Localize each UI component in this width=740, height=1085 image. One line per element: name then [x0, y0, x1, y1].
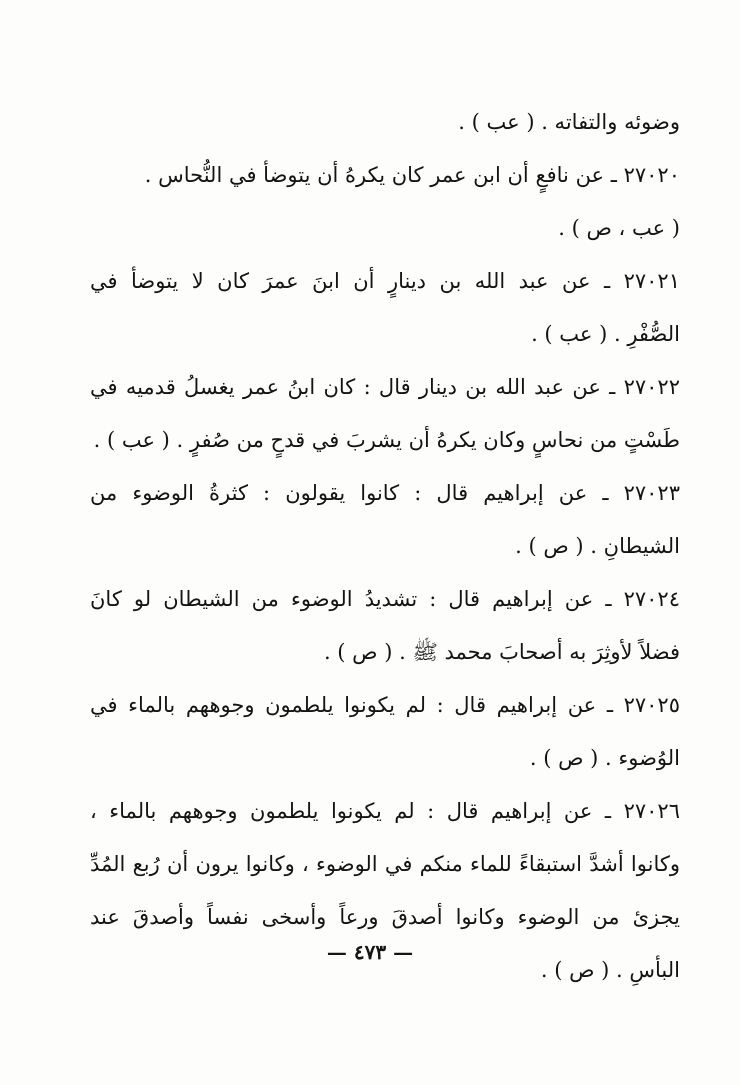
text-line: ٢٧٠٢٥ ـ عن إبراهيم قال : لم يكونوا يلطمون وجوههم بالماء في [90, 693, 680, 717]
text-line: ٢٧٠٢٦ ـ عن إبراهيم قال : لم يكونوا يلطمون وجوههم بالماء ، [90, 799, 680, 823]
text-line: الصُّفْرِ . ( عب ) . [531, 322, 680, 346]
text-block [90, 96, 680, 997]
text-line: ٢٧٠٢٣ ـ عن إبراهيم قال : كانوا يقولون : كثرةُ الوضوء من [90, 481, 680, 505]
text-line: وكانوا أشدَّ استبقاءً للماء منكم في الوضوء ، وكانوا يرون أن رُبع المُدِّ [90, 852, 680, 876]
page-number: — ٤٧٣ — [326, 940, 414, 964]
text-line: فضلاً لأوثِرَ به أصحابَ محمد ﷺ . ( ص ) . [323, 640, 680, 664]
text-line: الوُضوء . ( ص ) . [529, 746, 680, 770]
text-line: ٢٧٠٢٢ ـ عن عبد الله بن دينار قال : كان ابنُ عمر يغسلُ قدميه في [90, 375, 680, 399]
text-line: يجزئ من الوضوء وكانوا أصدقَ ورعاً وأسخى نفساً وأصدقَ عند [90, 905, 680, 929]
text-line: ٢٧٠٢٤ ـ عن إبراهيم قال : تشديدُ الوضوء من الشيطان لو كانَ [90, 587, 680, 611]
text-line: ٢٧٠٢٠ ـ عن نافعٍ أن ابن عمر كان يكرهُ أن يتوضأ في النُّحاس . [144, 163, 680, 187]
text-line: طَسْتٍ من نحاسٍ وكان يكرهُ أن يشربَ في قدحٍ من صُفرٍ . ( عب ) . [93, 428, 680, 452]
text-line: الشيطانِ . ( ص ) . [515, 534, 680, 558]
text-line: ٢٧٠٢١ ـ عن عبد الله بن دينارٍ أن ابنَ عمرَ كان لا يتوضأ في [90, 269, 680, 293]
text-line: وضوئه والتفاته . ( عب ) . [458, 110, 680, 134]
text-line: البأسِ . ( ص ) . [540, 958, 680, 982]
text-line: ( عب ، ص ) . [558, 216, 680, 240]
